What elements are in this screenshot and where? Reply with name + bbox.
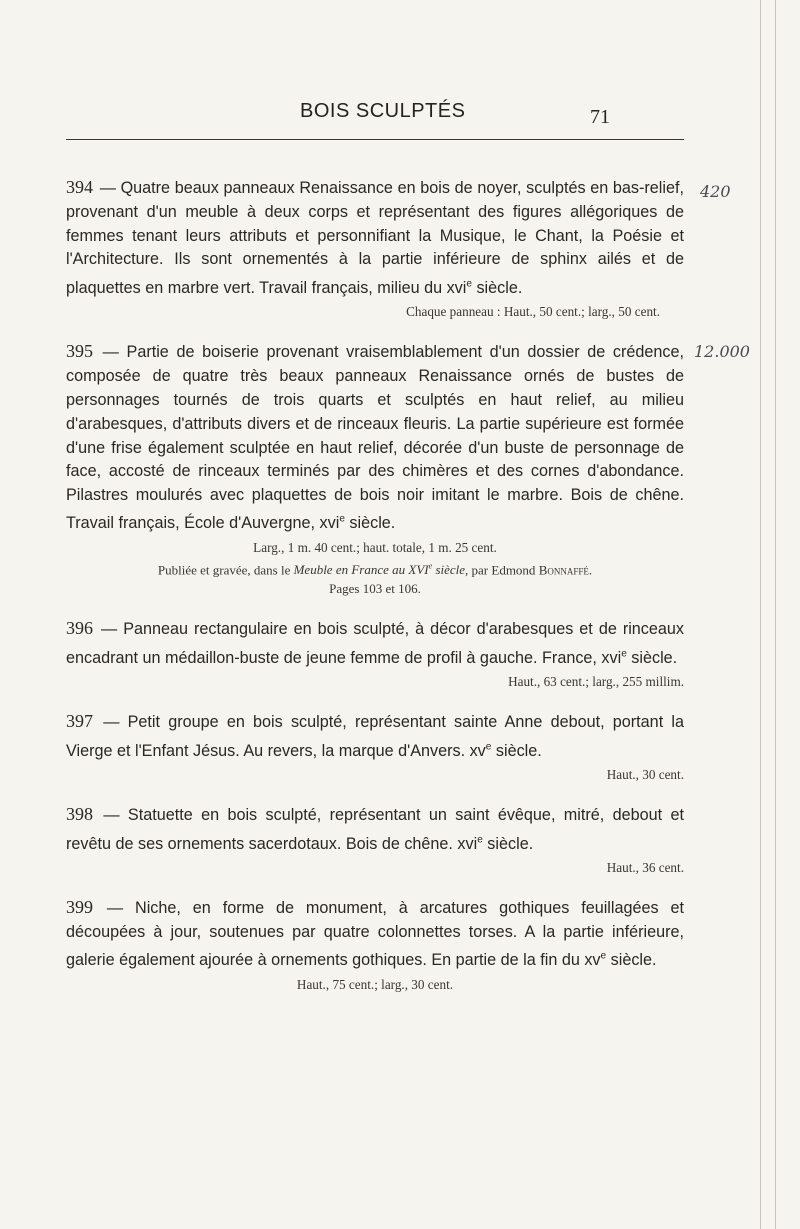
running-title: BOIS SCULPTÉS	[300, 100, 466, 122]
header-rule	[66, 139, 684, 140]
publication-pages: Pages 103 et 106.	[329, 581, 421, 597]
entry-description: — Niche, en forme de monument, à arcatures gothiques feuillagées et découpées à jour, soutenues par quatre colonnettes torses. A la partie inférieure, galerie également ajourée à ornements gothiques. En partie de la fin du $xv^e$ siècle.	[66, 899, 685, 970]
entry-dimensions: Larg., 1 m. 40 cent.; haut. totale, 1 m. 25 cent.	[253, 540, 497, 556]
entry-dimensions: Haut., 30 cent.	[606, 767, 684, 783]
entry-dimensions: Haut., 75 cent.; larg., 30 cent.	[296, 977, 454, 993]
entry-text	[66, 617, 684, 670]
entry-dimensions: Haut., 36 cent.	[606, 860, 684, 876]
entry-description: — Statuette en bois sculpté, représentant un saint évêque, mitré, debout et revêtu de ses ornements sacerdotaux. Bois de chêne. xvi$^e$ siècle.	[66, 806, 685, 853]
note-title: Meuble en France au XVIe siècle	[293, 562, 466, 578]
publication-note	[66, 557, 684, 579]
entry-number: 398	[66, 804, 93, 825]
entry-number: 399	[66, 897, 93, 918]
note-middle: , par Edmond	[465, 562, 539, 578]
entry-description: — Panneau rectangulaire en bois sculpté, à décor d'arabesques et de rinceaux encadrant un médaillon-buste de jeune femme de profil à gauche. France, xvi$^e$ siècle.	[66, 620, 685, 667]
catalogue-entry-398	[66, 803, 684, 877]
entry-number: 397	[66, 711, 93, 732]
entry-dimensions: Chaque panneau : Haut., 50 cent.; larg., 50 cent.	[406, 304, 660, 320]
entry-text	[66, 896, 684, 973]
page-number: 71	[590, 106, 610, 128]
entry-number: 396	[66, 618, 93, 639]
note-prefix: Publiée et gravée, dans le	[157, 562, 294, 578]
catalogue-entry-394	[66, 176, 731, 321]
catalogue-entries	[66, 176, 750, 1013]
page-header	[0, 100, 800, 130]
entry-text	[66, 803, 684, 856]
entry-text	[66, 176, 684, 300]
entry-text	[66, 710, 684, 763]
entry-text	[66, 340, 684, 536]
entry-number: 394	[66, 177, 93, 197]
catalogue-entry-397	[66, 710, 684, 784]
entry-description: — Partie de boiserie provenant vraisemblablement d'un dossier de crédence, composée de quatre très beaux panneaux Renaissance ornés de bustes de personnages tournés de trois quarts et sculptés en haut relief, au milieu d'arabesques, d'attributs divers et de rinceaux fleuris. La partie supérieure est formée d'une frise également sculptée en haut relief, décorée d'un buste de personnage de face, accosté de rinceaux terminés par des chimères et des cornes d'abondance. Pilastres moulurés avec plaquettes de bois noir imitant le marbre. Bois de chêne. Travail français, École d'Auvergne, xvi$^e$ siècle.	[66, 343, 685, 533]
note-author: Bonnaffé	[538, 562, 589, 578]
note-suffix: .	[588, 562, 593, 578]
page-edge-line	[775, 0, 776, 1229]
entry-description: — Quatre beaux panneaux Renaissance en bois de noyer, sculptés en bas-relief, provenant d'un meuble à deux corps et représentant des figures allégoriques de femmes tenant leurs attributs et personnifiant la Musique, le Chant, la Poésie et l'Architecture. Ils sont ornementés à la partie inférieure de sphinx ailés et de plaquettes en marbre vert. Travail français, milieu du xvi$^e$ siècle.	[66, 179, 684, 297]
handwritten-price: 12.000	[694, 342, 750, 362]
catalogue-entry-395	[66, 340, 750, 598]
catalogue-entry-399	[66, 896, 684, 994]
entry-number: 395	[66, 341, 93, 362]
page-edge-line	[760, 0, 761, 1229]
entry-dimensions: Haut., 63 cent.; larg., 255 millim.	[508, 674, 684, 690]
catalogue-entry-396	[66, 617, 684, 691]
entry-description: — Petit groupe en bois sculpté, représentant sainte Anne debout, portant la Vierge et l'Enfant Jésus. Au revers, la marque d'Anvers. $xv^e$ siècle.	[66, 713, 684, 760]
handwritten-price: 420	[700, 182, 731, 201]
